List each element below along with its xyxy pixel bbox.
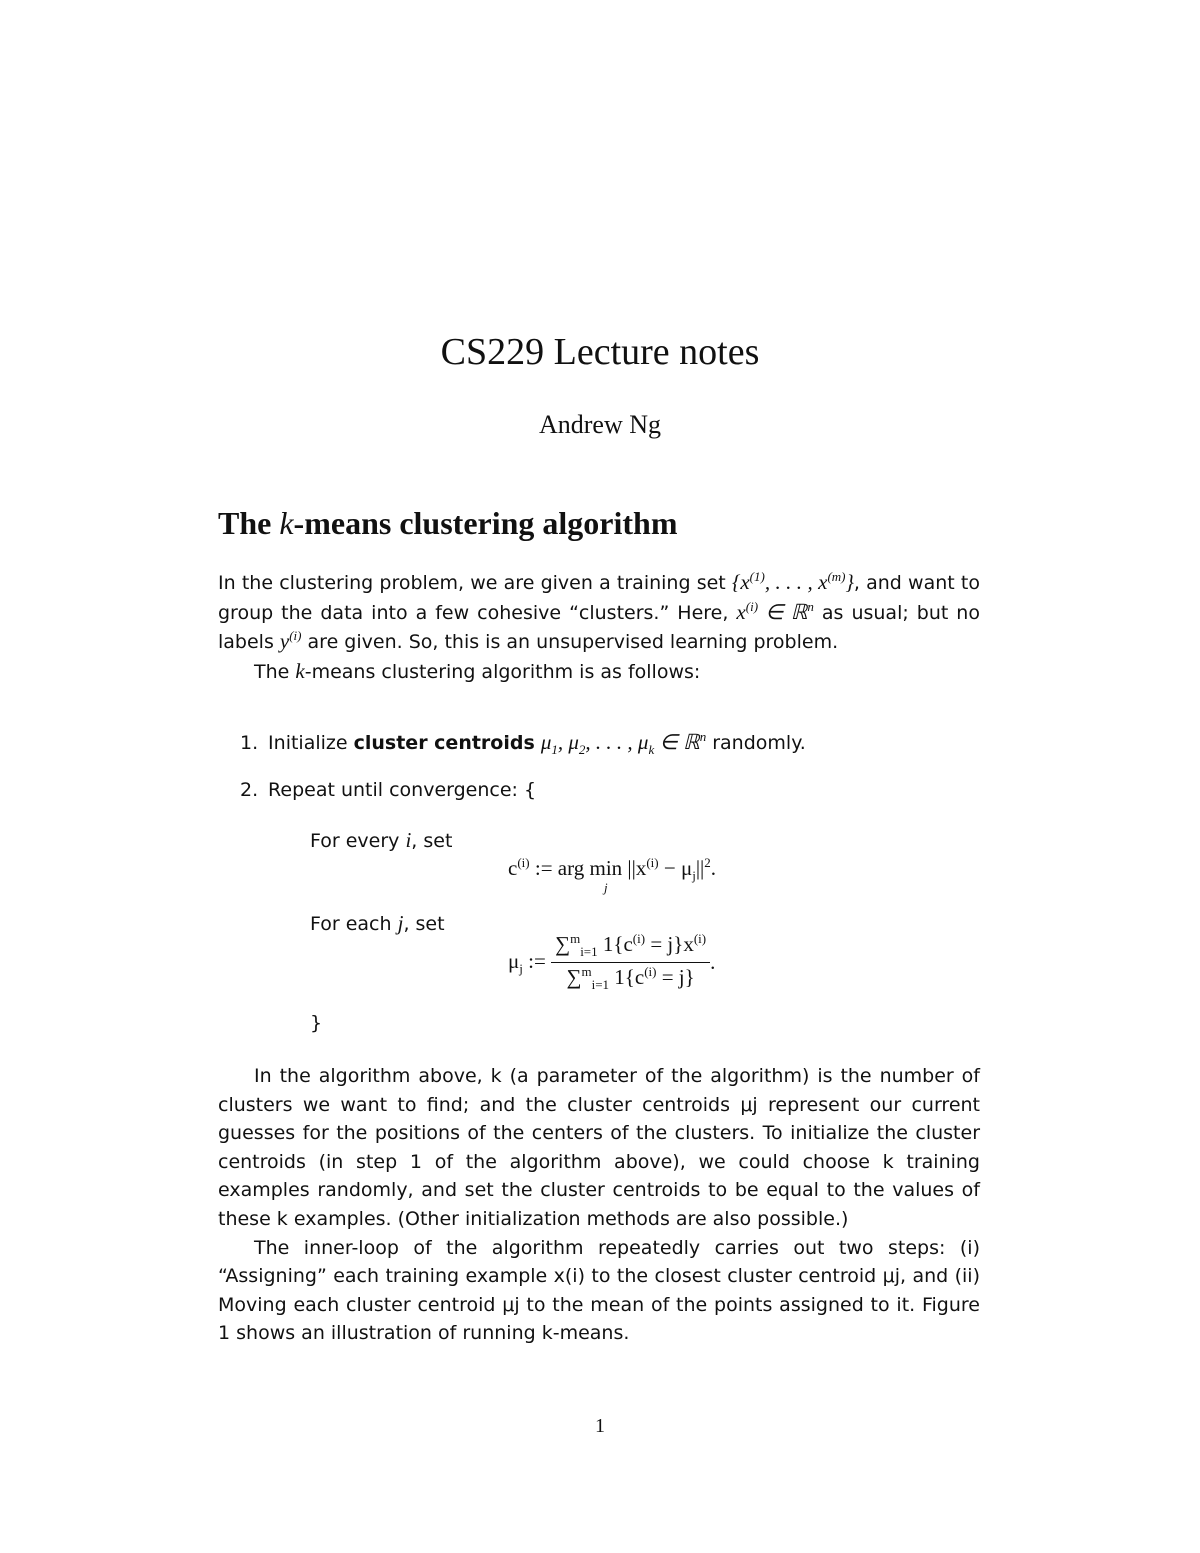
paragraph-inner-loop: The inner-loop of the algorithm repeatedly carries out two steps: (i) “Assigning” each training example x(i) to the closest cluster centroid μj, and (ii) Moving each cluster centroid μj to the mean of the points assigned to it. Figure 1 shows an illustration of running k-means. (218, 1236, 980, 1345)
yi-math: $y^{(i)}$ (279, 628, 302, 654)
page-number: 1 (595, 1415, 605, 1437)
centroid-fraction: $\frac{\sum^m_{i=1} 1\{c^{(i)} = j\}x^{(i)}}{\sum^m_{i=1} 1\{c^{(i)} = j\}}$ (551, 932, 710, 993)
author: Andrew Ng (538, 410, 662, 439)
for-each-j-text: For each j, set (310, 911, 445, 935)
section-heading: The k-means clustering algorithm (218, 505, 678, 541)
for-every-i-text: For every i, set (310, 828, 453, 852)
list-item-step-1: 1. Initialize cluster centroids $\mu_1$, $\mu_2$, . . . , $\mu_k$ ∈ ℝ$^n$ randomly. (240, 729, 806, 758)
assignment-equation: $c^{(i)}$ := arg min j $||x^{(i)} - \mu_j||^2$. (508, 855, 717, 895)
page-title: CS229 Lecture notes (440, 331, 760, 373)
paragraph-parameters: In the algorithm above, k (a parameter of the algorithm) is the number of clusters we want to find; and the cluster centroids μj represent our current guesses for the positions of the centers of the clusters. To initialize the cluster centroids (in step 1 of the algorithm above), we could choose k training examples randomly, and set the cluster centroids to be equal to the values of these k examples. (Other initialization methods are also possible.) (218, 1065, 980, 1230)
training-set-math: {$x^{(1)}$, . . . , $x^{(m)}$} (731, 569, 854, 594)
closing-brace: } (310, 1012, 323, 1034)
list-item-step-2: 2. Repeat until convergence: { (240, 779, 537, 801)
paragraph-explanation (218, 1062, 980, 1348)
centroid-update-equation: $\mu_j$ := $\frac{\sum^m_{i=1} 1\{c^{(i)} = j\}x^{(i)}}{\sum^m_{i=1} 1\{c^{(i)} = j\}}$ . (508, 931, 716, 993)
xi-math: $x^{(i)}$ ∈ ℝ$^n$ (736, 598, 814, 624)
paragraph-intro: In the clustering problem, we are given a training set {$x^{(1)}$, . . . , $x^{(m)}$}, and want to group the data into a few cohesive “clusters.” Here, $x^{(i)}$ ∈ ℝ$^n$ as usual; but no labels $y^{(i)}$ are given. So, this is an unsupervised learning problem. The k-means clustering algorithm is as follows: (218, 569, 980, 683)
centroids-math: $\mu_1$, $\mu_2$, . . . , $\mu_k$ ∈ ℝ$^n$ (540, 729, 707, 758)
